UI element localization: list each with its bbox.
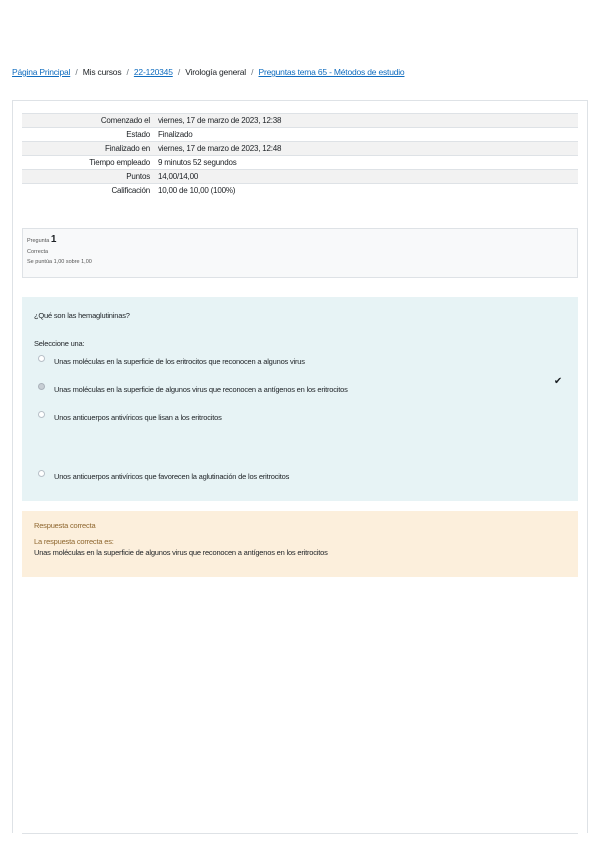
correct-answer-text: Unas moléculas en la superficie de algunos virus que reconocen a antígenos en los eritrocitos [34, 548, 328, 557]
question-number-label: Pregunta [27, 238, 50, 244]
breadcrumb-separator: / [126, 67, 129, 77]
summary-value: Finalizado [158, 130, 193, 139]
summary-value: viernes, 17 de marzo de 2023, 12:48 [158, 144, 282, 153]
summary-value: 9 minutos 52 segundos [158, 158, 237, 167]
summary-value: 10,00 de 10,00 (100%) [158, 186, 236, 195]
answer-option-label: Unas moléculas en la superficie de los eritrocitos que reconocen a algunos virus [54, 357, 305, 366]
breadcrumb-separator: / [75, 67, 78, 77]
feedback-result: Respuesta correcta [34, 521, 96, 530]
answer-option-label: Unas moléculas en la superficie de algunos virus que reconocen a antígenos en los eritrocitos [54, 385, 348, 394]
question-number [27, 234, 573, 245]
feedback-box [22, 511, 578, 577]
question-number-value: 1 [50, 234, 57, 245]
summary-label: Estado [126, 130, 150, 139]
attempt-summary-table [22, 113, 578, 197]
radio-button[interactable] [38, 470, 45, 477]
summary-row [22, 142, 578, 156]
question-info-box [22, 228, 578, 278]
summary-label: Calificación [111, 186, 150, 195]
breadcrumb-separator: / [251, 67, 254, 77]
answer-prompt: Seleccione una: [34, 339, 85, 348]
radio-button-checked[interactable] [38, 383, 45, 390]
summary-label: Tiempo empleado [89, 158, 150, 167]
answer-option-label: Unos anticuerpos antivíricos que favorecen la aglutinación de los eritrocitos [54, 472, 290, 481]
summary-row [22, 128, 578, 142]
breadcrumb-course-name[interactable]: Virología general [185, 67, 246, 77]
breadcrumb-quiz-link[interactable]: Preguntas tema 65 - Métodos de estudio [258, 67, 405, 77]
breadcrumb-home-link[interactable]: Página Principal [12, 67, 71, 77]
summary-row [22, 156, 578, 170]
breadcrumb-my-courses[interactable]: Mis cursos [82, 67, 122, 77]
breadcrumb-separator: / [177, 67, 181, 77]
summary-row [22, 184, 578, 198]
breadcrumb [12, 67, 404, 77]
breadcrumb-course-code-link[interactable]: 22-120345 [133, 67, 173, 77]
question-state: Correcta [27, 249, 49, 255]
question-formulation [22, 297, 578, 501]
radio-button[interactable] [38, 355, 45, 362]
radio-button[interactable] [38, 411, 45, 418]
answer-option-label: Unos anticuerpos antivíricos que lisan a los eritrocitos [54, 413, 222, 422]
question-text: ¿Qué son las hemaglutininas? [34, 311, 130, 320]
summary-row [22, 114, 578, 128]
divider [22, 833, 578, 834]
check-icon: ✔ [553, 376, 562, 387]
summary-label: Puntos [126, 172, 150, 181]
summary-value: 14,00/14,00 [158, 172, 199, 181]
summary-value: viernes, 17 de marzo de 2023, 12:38 [158, 116, 282, 125]
correct-answer-label: La respuesta correcta es: [34, 537, 114, 546]
question-grade: Se puntúa 1,00 sobre 1,00 [27, 259, 92, 265]
summary-label: Comenzado el [100, 116, 150, 125]
summary-row [22, 170, 578, 184]
summary-label: Finalizado en [105, 144, 150, 153]
